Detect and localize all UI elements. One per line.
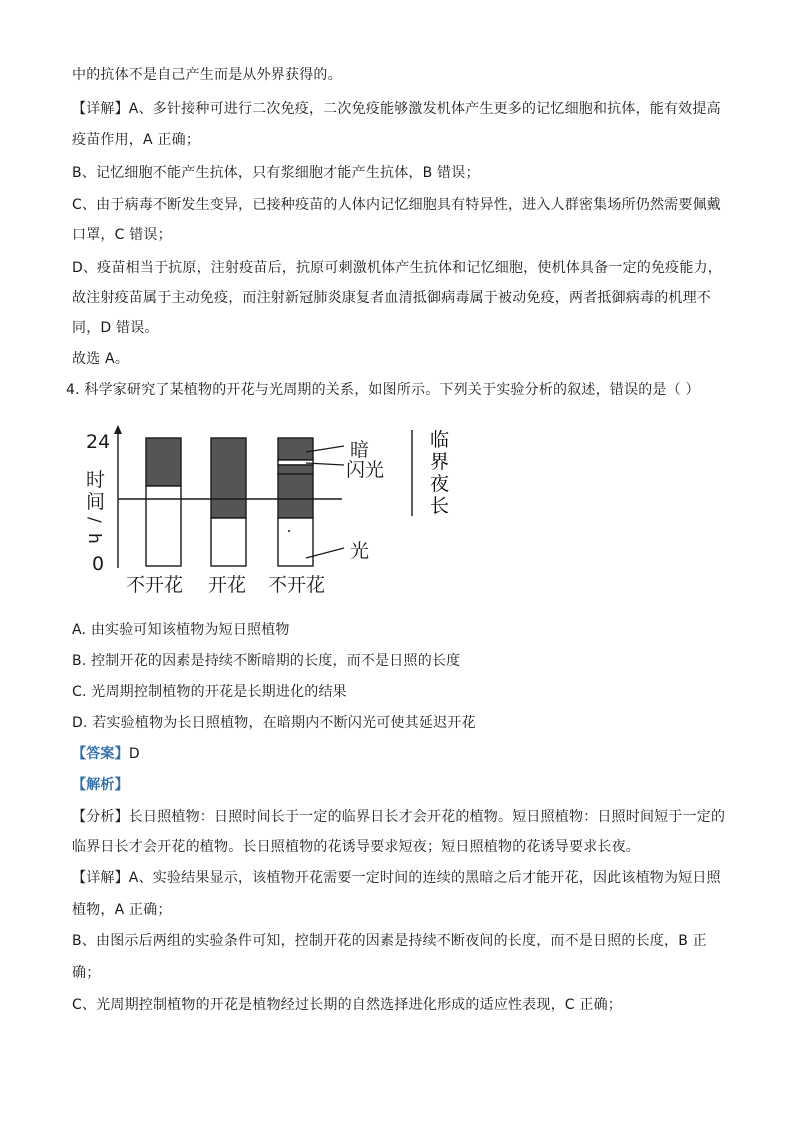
bracket-label-4: 长 — [430, 495, 450, 517]
bar1-dark — [146, 438, 181, 486]
analysis-tag: 【解析】 — [72, 777, 129, 793]
option-d: D. 若实验植物为长日照植物，在暗期内不断闪光可使其延迟开花 — [72, 715, 476, 731]
bar1-label: 不开花 — [126, 574, 184, 595]
bar3-dark-upper — [278, 438, 313, 460]
bar3-dark-lower — [278, 474, 313, 518]
speck — [288, 530, 290, 532]
critical-night-bracket — [408, 420, 468, 530]
bar2-dark — [211, 438, 246, 518]
text-line: 中的抗体不是自己产生而是从外界获得的。 — [72, 67, 342, 83]
bar3-dark-mid — [278, 465, 313, 474]
answer-value: D — [128, 746, 140, 762]
bar3-label: 不开花 — [268, 574, 326, 595]
bar1-light — [146, 486, 181, 566]
bracket-label-1: 临 — [430, 429, 450, 451]
photoperiod-figure — [78, 420, 408, 595]
y-axis-arrow — [114, 425, 122, 434]
y-tick-0: 0 — [92, 553, 105, 575]
bar2-label: 开花 — [208, 574, 247, 595]
bar3-light — [278, 518, 313, 566]
answer-tag: 【答案】 — [72, 746, 129, 762]
option-b: B. 控制开花的因素是持续不断暗期的长度，而不是日照的长度 — [72, 653, 461, 669]
text-line: 【详解】A、多针接种可进行二次免疫，二次免疫能够激发机体产生更多的记忆细胞和抗体，能有效提高 — [72, 101, 721, 117]
y-label-3: / — [84, 517, 104, 523]
text-line: 口罩，C 错误； — [72, 227, 172, 243]
bracket-label-3: 夜 — [430, 473, 450, 495]
y-label-2: 间 — [86, 491, 106, 513]
legend-flash: 闪光 — [346, 459, 385, 481]
answer-line — [72, 745, 140, 763]
y-tick-24: 24 — [86, 431, 111, 453]
option-c: C. 光周期控制植物的开花是长期进化的结果 — [72, 684, 347, 700]
text-line: 同，D 错误。 — [72, 320, 159, 336]
text-line: 确； — [72, 965, 101, 981]
text-line: 【详解】A、实验结果显示，该植物开花需要一定时间的连续的黑暗之后才能开花，因此该植物为短日照 — [72, 870, 721, 886]
text-line: 临界日长才会开花的植物。长日照植物的花诱导要求短夜；短日照植物的花诱导要求长夜。 — [72, 839, 640, 855]
text-line: C、光周期控制植物的开花是植物经过长期的自然选择进化形成的适应性表现，C 正确； — [72, 997, 622, 1013]
bar2-light — [211, 518, 246, 566]
text-line: 植物，A 正确； — [72, 902, 172, 918]
y-label-4: h — [84, 533, 104, 544]
legend-light: 光 — [350, 540, 370, 562]
question-stem: 4. 科学家研究了某植物的开花与光周期的关系，如图所示。下列关于实验分析的叙述，错误的是（ ） — [66, 382, 700, 398]
text-line: B、由图示后两组的实验条件可知，控制开花的因素是持续不断夜间的长度，而不是日照的长度，B 正 — [72, 933, 707, 949]
analysis-heading — [72, 776, 129, 794]
option-a: A. 由实验可知该植物为短日照植物 — [72, 622, 290, 638]
text-line: 疫苗作用，A 正确； — [72, 132, 201, 148]
text-line: 【分析】长日照植物：日照时间长于一定的临界日长才会开花的植物。短日照植物：日照时间短于一定的 — [72, 809, 726, 825]
text-line: D、疫苗相当于抗原，注射疫苗后，抗原可刺激机体产生抗体和记忆细胞，使机体具备一定的免疫能力， — [72, 260, 722, 276]
bracket-label-2: 界 — [430, 451, 450, 473]
y-label-1: 时 — [86, 469, 106, 491]
text-line: 故选 A。 — [72, 351, 130, 367]
text-line: 故注射疫苗属于主动免疫，而注射新冠肺炎康复者血清抵御病毒属于被动免疫，两者抵御病毒的机理不 — [72, 290, 711, 306]
legend-dark: 暗 — [350, 439, 370, 461]
text-line: C、由于病毒不断发生变异，已接种疫苗的人体内记忆细胞具有特异性，进入人群密集场所仍然需要佩戴 — [72, 197, 721, 213]
text-line: B、记忆细胞不能产生抗体，只有浆细胞才能产生抗体，B 错误； — [72, 165, 480, 181]
